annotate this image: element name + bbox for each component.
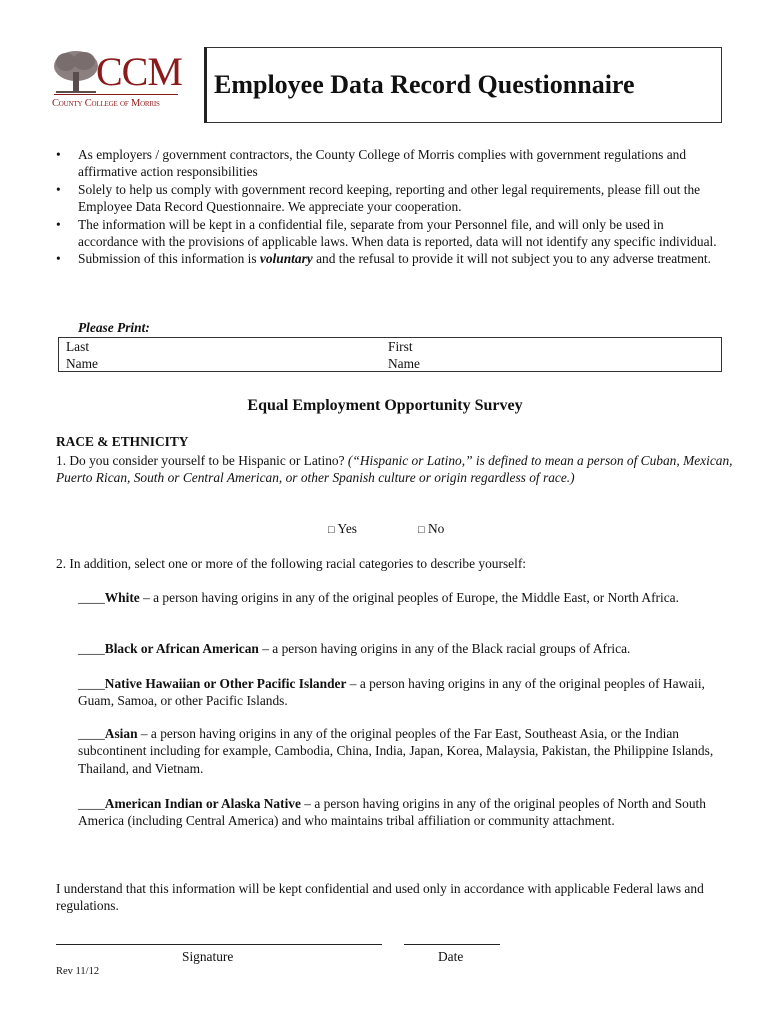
last-name-label xyxy=(66,338,98,372)
yes-label: Yes xyxy=(337,521,357,536)
last-name-field[interactable] xyxy=(110,340,380,370)
category-desc: – a person having origins in any of the original peoples of North and South America (including Central America) and who maintains tribal affiliation or community attachment. xyxy=(78,796,706,829)
last-name-label-line: Name xyxy=(66,356,98,371)
please-print-label: Please Print: xyxy=(78,320,150,335)
category-name: Native Hawaiian or Other Pacific Islander xyxy=(104,676,347,691)
yes-option[interactable] xyxy=(328,521,357,537)
intro-bullet-list xyxy=(56,146,726,268)
signature-line[interactable] xyxy=(56,944,382,945)
category-blank[interactable]: ____ xyxy=(78,590,105,605)
race-category-black xyxy=(78,640,738,657)
bullet-text: As employers / government contractors, the County College of Morris complies with government regulations and affirmative action responsibilities xyxy=(78,147,687,180)
college-logo xyxy=(52,48,180,116)
logo-rule xyxy=(54,94,178,95)
date-label: Date xyxy=(438,949,464,964)
category-blank[interactable]: ____ xyxy=(78,796,105,811)
bullet-item xyxy=(56,216,726,251)
race-ethnicity-heading: RACE & ETHNICITY xyxy=(56,434,189,449)
date-line[interactable] xyxy=(404,944,500,945)
bullet-text: The information will be kept in a confidential file, separate from your Personnel file, and will only be used in accordance with the provisions of applicable laws. When data is reported, data will not identify any specific individual. xyxy=(78,216,717,250)
bullet-text: Solely to help us comply with government record keeping, reporting and other legal requirements, please fill out the Employee Data Record Questionnaire. We appreciate your cooperation. xyxy=(78,181,701,215)
category-blank[interactable]: ____ xyxy=(78,641,105,656)
race-category-american-indian xyxy=(78,795,738,830)
question-1 xyxy=(56,452,746,487)
no-label: No xyxy=(428,521,445,536)
yes-checkbox[interactable]: □ xyxy=(328,524,335,536)
signature-label: Signature xyxy=(182,949,234,964)
bullet-item xyxy=(56,250,726,267)
page-title: Employee Data Record Questionnaire xyxy=(214,70,635,99)
bullet-text: Submission of this information is xyxy=(78,251,260,267)
race-category-pacific-islander xyxy=(78,675,738,710)
category-name: American Indian or Alaska Native xyxy=(104,796,301,811)
hispanic-definition: (“Hispanic or Latino,” is defined to mean a person of Cuban, Mexican, Puerto Rican, South or Central American, or other Spanish culture or origin regardless of race.) xyxy=(56,453,733,486)
first-name-label-line: First xyxy=(388,339,413,354)
first-name-label-line: Name xyxy=(388,356,420,371)
category-desc: – a person having origins in any of the original peoples of Hawaii, Guam, Samoa, or other Pacific Islands. xyxy=(78,676,705,709)
no-checkbox[interactable]: □ xyxy=(418,524,425,536)
confidentiality-statement: I understand that this information will be kept confidential and used only in accordance with applicable Federal laws and regulations. xyxy=(56,881,704,914)
category-name: Asian xyxy=(104,726,138,741)
bullet-dot-icon: • xyxy=(56,251,61,267)
category-blank[interactable]: ____ xyxy=(78,676,105,691)
voluntary-emphasis: voluntary xyxy=(259,251,313,267)
bullet-dot-icon: • xyxy=(56,181,61,197)
category-desc: – a person having origins in any of the original peoples of Europe, the Middle East, or North Africa. xyxy=(139,590,679,605)
bullet-dot-icon: • xyxy=(56,147,61,162)
logo-mark: CCM xyxy=(96,49,182,94)
race-category-asian xyxy=(78,725,738,777)
oak-tree-icon xyxy=(52,48,100,94)
category-desc: – a person having origins in any of the Black racial groups of Africa. xyxy=(258,641,631,656)
first-name-field[interactable] xyxy=(432,340,718,370)
question-1-text: 1. Do you consider yourself to be Hispanic or Latino? xyxy=(56,453,348,468)
survey-title: Equal Employment Opportunity Survey xyxy=(247,397,523,414)
category-name: White xyxy=(104,590,140,605)
last-name-label-line: Last xyxy=(66,339,90,354)
bullet-text: and the refusal to provide it will not subject you to any adverse treatment. xyxy=(312,251,711,267)
no-option[interactable] xyxy=(418,521,444,537)
bullet-item xyxy=(56,181,726,216)
bullet-item xyxy=(56,146,726,181)
bullet-dot-icon: • xyxy=(56,216,61,232)
question-2: 2. In addition, select one or more of the following racial categories to describe yourself: xyxy=(56,556,526,571)
logo-college-name: County College of Morris xyxy=(52,98,160,109)
category-blank[interactable]: ____ xyxy=(78,726,105,741)
category-name: Black or African American xyxy=(104,641,259,656)
category-desc: – a person having origins in any of the original peoples of the Far East, Southeast Asia, or the Indian subcontinent including for example, Cambodia, China, India, Japan, Korea, Malaysia, Pakistan, the Philippine Islands, Thailand, and Vietnam. xyxy=(78,726,714,776)
race-category-white xyxy=(78,589,738,606)
first-name-label xyxy=(388,338,420,372)
revision-label: Rev 11/12 xyxy=(56,966,100,977)
